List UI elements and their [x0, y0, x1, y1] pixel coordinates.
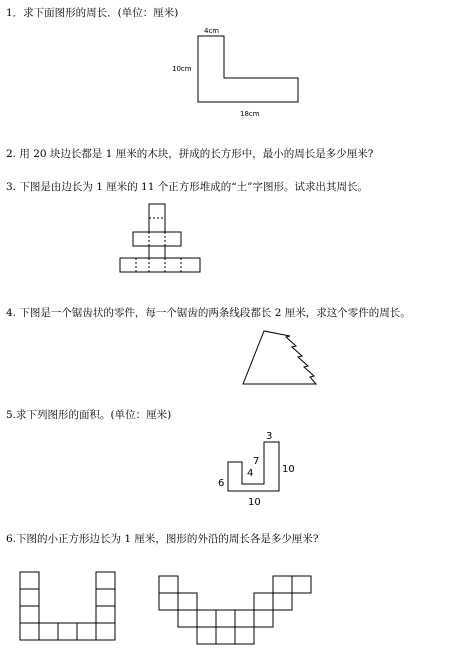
label-7: 7 [253, 456, 260, 467]
tu-shape-figure [118, 202, 208, 276]
tu-middle-stem [149, 246, 165, 258]
question-5: 5.求下列图形的面积。(单位：厘米) [6, 409, 172, 421]
question-4: 4. 下图是一个锯齿状的零件，每一个锯齿的两条线段都长 2 厘米，求这个零件的周长。 [6, 307, 411, 319]
label-10-right: 10 [282, 464, 295, 475]
sawtooth-outline [243, 331, 316, 384]
u-shape-figure [18, 570, 118, 644]
label-4: 4 [247, 468, 254, 479]
sawtooth-part-figure [240, 328, 324, 388]
question-2: 2. 用 20 块边长都是 1 厘米的木块，拼成的长方形中，最小的周长是多少厘米? [6, 148, 374, 160]
label-3: 3 [266, 431, 273, 442]
label-top: 4cm [204, 27, 220, 35]
area-figure [212, 426, 302, 510]
label-bottom: 18cm [240, 110, 260, 118]
tu-middle-row [133, 232, 181, 246]
tu-bottom-row [120, 258, 200, 272]
v-staircase-figure [157, 574, 317, 646]
question-1: 1．求下面图形的周长．(单位：厘米) [6, 7, 179, 19]
question-3: 3. 下图是由边长为 1 厘米的 11 个正方形堆成的“土”字图形。试求出其周长。 [6, 181, 368, 193]
label-10-bottom: 10 [248, 497, 261, 508]
l-shape-outline [198, 36, 298, 102]
l-shape-figure [168, 24, 308, 120]
question-6: 6.下图的小正方形边长为 1 厘米，图形的外沿的周长各是多少厘米? [6, 533, 319, 545]
label-left: 10cm [172, 65, 192, 73]
label-6: 6 [218, 478, 225, 489]
